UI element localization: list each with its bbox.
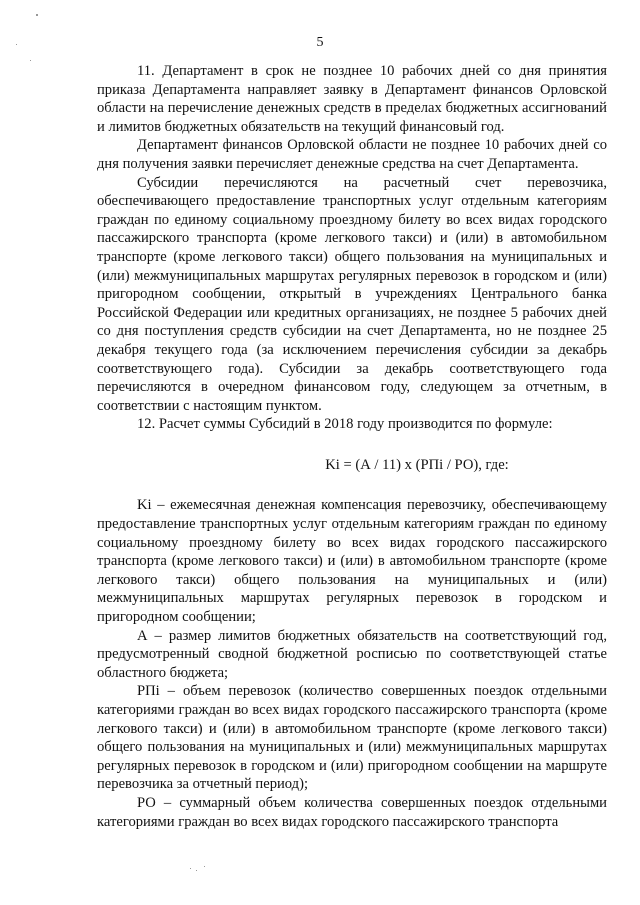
scan-speck (36, 14, 38, 16)
paragraph-finance-department: Департамент финансов Орловской области не позднее 10 рабочих дней со дня получения заявки перечисляет денежные средства на счет Департамента. (97, 137, 607, 172)
paragraph-11: 11. Департамент в срок не позднее 10 рабочих дней со дня принятия приказа Департамента направляет заявку в Департамент финансов Орловской области на перечисление денежных средств в пределах бюджетных ассигнований и лимитов бюджетных обязательств на текущий финансовый год. (97, 63, 607, 135)
scan-speck (30, 60, 31, 61)
paragraph-12: 12. Расчет суммы Субсидий в 2018 году производится по формуле: (137, 416, 553, 433)
scan-speck (190, 868, 191, 869)
paragraph-subsidies-transfer: Субсидии перечисляются на расчетный счет перевозчика, обеспечивающего предоставление транспортных услуг отдельным категориям граждан по единому социальному проездному билету во всех видах городского пассажирского транспорта (кроме легкового такси) и (или) в автомобильном транспорте (кроме легкового такси) общего пользования на муниципальных и (или) межмуниципальных маршрутах регулярных перевозок в городском и (или) пригородном сообщении, открытый в учреждениях Центрального банка Российской Федерации или кредитных организациях, не позднее 5 рабочих дней со дня поступления средств субсидии на счет Департамента, но не позднее 25 декабря текущего года (за исключением перечисления субсидии за декабрь соответствующего года). Субсидии за декабрь соответствующего года перечисляются в очередном финансовом году, следующем за отчетным, в соответствии с настоящим пунктом. (97, 174, 607, 414)
document-body (97, 62, 607, 831)
definition-ro: РО – суммарный объем количества совершенных поездок отдельными категориями граждан во всех видах городского пассажирского транспорта (97, 794, 607, 830)
definition-a: А – размер лимитов бюджетных обязательств на соответствующий год, предусмотренный сводной бюджетной росписью по соответствующей статье областного бюджета; (97, 627, 607, 681)
formula: Ki = (А / 11) х (РПi / РО), где: (325, 456, 509, 473)
definition-rpi: РПi – объем перевозок (количество совершенных поездок отдельными категориями граждан во всех видах городского пассажирского транспорта (кроме легкового такси) и (или) в автомобильном транспорте (кроме легкового такси) общего пользования на муниципальных и (или) межмуниципальных маршрутах регулярных перевозок в городском и (или) пригородном сообщении на маршруте перевозчика за отчетный период); (97, 683, 607, 793)
scan-speck (16, 44, 17, 45)
scan-speck (204, 866, 205, 867)
scan-speck (196, 870, 197, 871)
page-number: 5 (316, 35, 324, 50)
definition-ki: Ki – ежемесячная денежная компенсация перевозчику, обеспечивающему предоставление транспортных услуг отдельным категориям граждан по единому социальному проездному билету во всех видах городского пассажирского транспорта (кроме легкового такси) и (или) в автомобильном транспорте (кроме легкового такси) общего пользования на муниципальных и (или) межмуниципальных маршрутах регулярных перевозок в городском и пригородном сообщении; (97, 497, 607, 626)
